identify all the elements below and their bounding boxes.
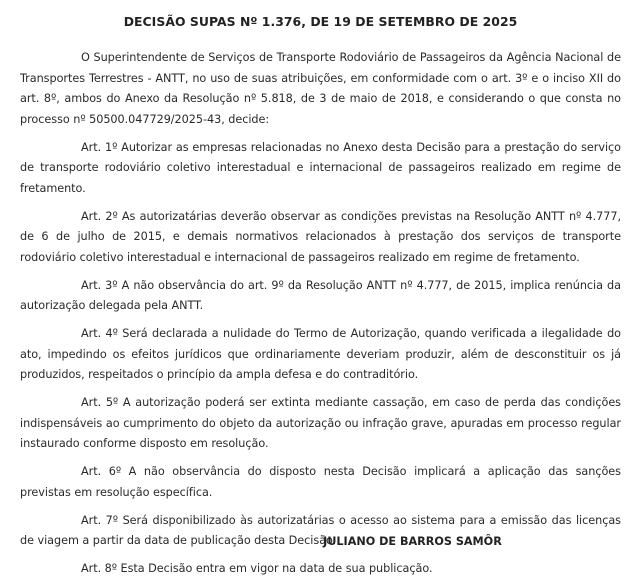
article-5: Art. 5º A autorização poderá ser extinta mediante cassação, em caso de perda das condições indispensáveis ao cumprimento do objeto da autorização ou infração grave, apuradas em processo regular instaurado conforme disposto em resolução.	[20, 396, 621, 450]
article-2: Art. 2º As autorizatárias deverão observar as condições previstas na Resolução ANTT nº 4.777, de 6 de julho de 2015, e demais normativos relacionados à prestação dos serviços de transporte rodoviário coletivo interestadual e internacional de passageiros realizado em regime de fretamento.	[20, 209, 621, 264]
article-1: Art. 1º Autorizar as empresas relacionadas no Anexo desta Decisão para a prestação do serviço de transporte rodoviário coletivo interestadual e internacional de passageiros realizado em regime de fretamento.	[20, 140, 621, 195]
document-title: DECISÃO SUPAS Nº 1.376, DE 19 DE SETEMBRO DE 2025	[123, 14, 518, 29]
preamble-paragraph: O Superintendente de Serviços de Transporte Rodoviário de Passageiros da Agência Nacional de Transportes Terrestres - ANTT, no uso de suas atribuições, em conformidade com o art. 3º e o inciso XII do art. 8º, ambos do Anexo da Resolução nº 5.818, de 3 de maio de 2018, e considerando o que consta no processo nº 50500.047729/2025-43, decide:	[20, 51, 621, 126]
article-8: Art. 8º Esta Decisão entra em vigor na data de sua publicação.	[81, 562, 433, 575]
signatory-name: JULIANO DE BARROS SAMÔR	[323, 535, 502, 548]
article-4: Art. 4º Será declarada a nulidade do Termo de Autorização, quando verificada a ilegalidade do ato, impedindo os efeitos jurídicos que ordinariamente deveriam produzir, além de desconstituir os já produzidos, respeitados o princípio da ampla defesa e do contraditório.	[20, 327, 621, 381]
article-3: Art. 3º A não observância do art. 9º da Resolução ANTT nº 4.777, de 2015, implica renúncia da autorização delegada pela ANTT.	[20, 278, 621, 312]
article-6: Art. 6º A não observância do disposto nesta Decisão implicará a aplicação das sanções previstas em resolução específica.	[20, 465, 621, 499]
signature-block	[0, 535, 641, 548]
article-7: Art. 7º Será disponibilizado às autorizatárias o acesso ao sistema para a emissão das licenças de viagem a partir da data de publicação desta Decisão.	[20, 513, 621, 547]
